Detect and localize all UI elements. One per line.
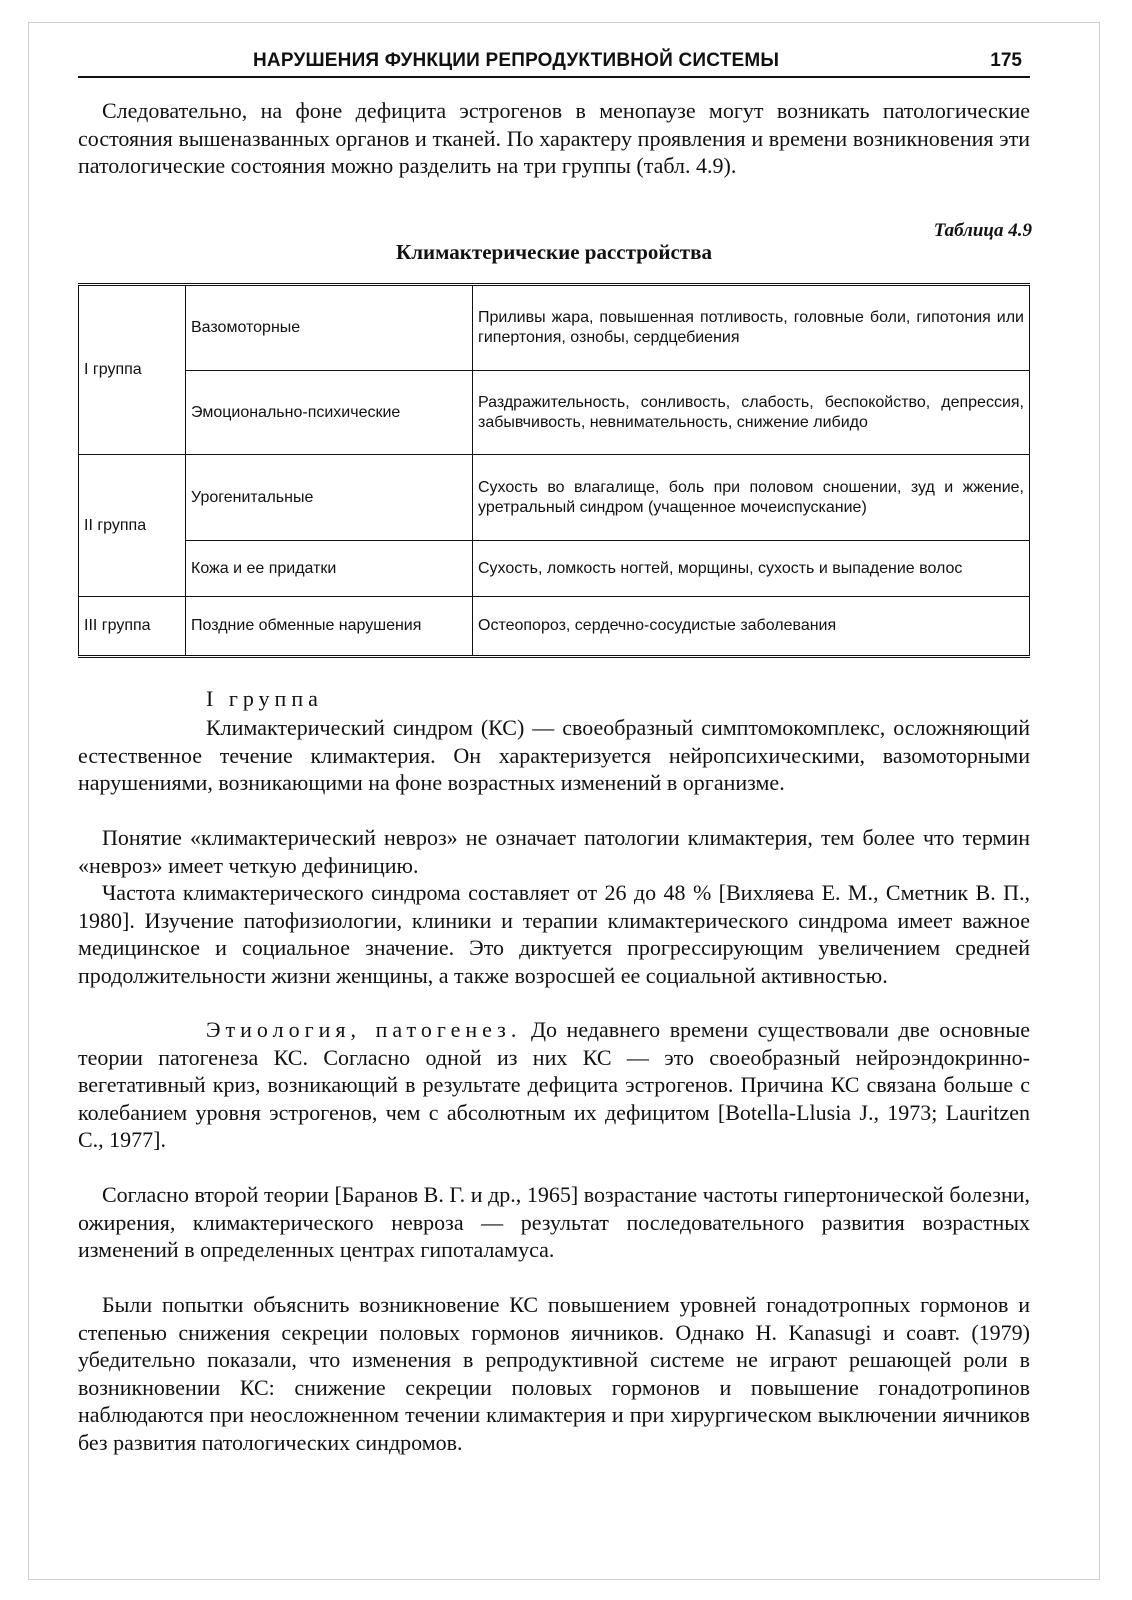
table-row	[79, 371, 1030, 455]
paragraph-gonadotropins: Были попытки объяснить возникновение КС повышением уровней гонадотропных гормонов и степенью снижения секреции половых гормонов яичников. Однако H. Kanasugi и соавт. (1979) убедительно показали, что изменения в репродуктивной системе не играют решающей роли в возникновении КС: снижение секреции половых гормонов и повышение гонадотропинов наблюдаются при неосложненном течении климактерия и при хирургическом выключении яичников без развития патологических синдромов.	[78, 1292, 1030, 1455]
category-cell: Вазомоторные	[186, 285, 473, 371]
running-head	[78, 48, 1030, 78]
paragraph-etiology	[78, 1016, 1030, 1154]
category-cell: Поздние обменные нарушения	[186, 597, 473, 657]
table-number: Таблица 4.9	[933, 220, 1032, 241]
symptoms-cell: Раздражительность, сонливость, слабость, беспокойство, депрессия, забывчивость, невнимательность, снижение либидо	[473, 371, 1030, 455]
symptoms-cell: Приливы жара, повышенная потливость, головные боли, гипотония или гипертония, ознобы, сердцебиения	[473, 285, 1030, 371]
table-title: Климактерические расстройства	[396, 240, 712, 264]
climacteric-disorders-table	[78, 283, 1030, 658]
group-cell: II группа	[79, 455, 186, 597]
section-heading: I группа	[206, 686, 323, 711]
group-cell: III группа	[79, 597, 186, 657]
paragraph-second-theory: Согласно второй теории [Баранов В. Г. и др., 1965] возрастание частоты гипертонической болезни, ожирения, климактерического невроза — результат последовательного развития возрастных изменений в определенных центрах гипоталамуса.	[78, 1182, 1030, 1262]
etiology-body: До недавнего времени существовали две основные теории патогенеза КС. Согласно одной из них КС — это своеобразный нейроэндокринно-вегетативный криз, возникающий в результате дефицита эстрогенов. Причина КС связана больше с колебанием уровня эстрогенов, чем с абсолютным их дефицитом [Botella-Llusia J., 1973; Lauritzen C., 1977].	[78, 1017, 1030, 1152]
group-cell: I группа	[79, 285, 186, 455]
page-number: 175	[990, 50, 1022, 71]
table-row	[79, 455, 1030, 541]
paragraph-frequency: Частота климактерического синдрома составляет от 26 до 48 % [Вихляева Е. М., Сметник В. П., 1980]. Изучение патофизиологии, клиники и терапии климактерического синдрома имеет важное медицинское и социальное значение. Это диктуется прогрессирующим увеличением средней продолжительности жизни женщины, а также возросшей ее социальной активностью.	[78, 880, 1030, 988]
paragraph-neurosis: Понятие «климактерический невроз» не означает патологии климактерия, тем более что термин «невроз» имеет четкую дефиницию.	[78, 825, 1030, 878]
table-row	[79, 285, 1030, 371]
running-head-title: НАРУШЕНИЯ ФУНКЦИИ РЕПРОДУКТИВНОЙ СИСТЕМЫ	[253, 50, 780, 71]
intro-paragraph: Следовательно, на фоне дефицита эстрогенов в менопаузе могут возникать патологические состояния вышеназванных органов и тканей. По характеру проявления и времени возникновения эти патологические состояния можно разделить на три группы (табл. 4.9).	[78, 98, 1030, 178]
category-cell: Кожа и ее придатки	[186, 541, 473, 597]
symptoms-cell: Остеопороз, сердечно-сосудистые заболевания	[473, 597, 1030, 657]
paragraph-ks-definition: Климактерический синдром (КС) — своеобразный симптомокомплекс, осложняющий естественное течение климактерия. Он характеризуется нейропсихическими, вазомоторными нарушениями, возникающими на фоне возрастных изменений в организме.	[78, 715, 1030, 795]
category-cell: Эмоционально-психические	[186, 371, 473, 455]
category-cell: Урогенитальные	[186, 455, 473, 541]
etiology-lead: Этиология, патогенез.	[206, 1017, 522, 1042]
table-row	[79, 541, 1030, 597]
symptoms-cell: Сухость во влагалище, боль при половом сношении, зуд и жжение, уретральный синдром (учащенное мочеиспускание)	[473, 455, 1030, 541]
table-row	[79, 597, 1030, 657]
symptoms-cell: Сухость, ломкость ногтей, морщины, сухость и выпадение волос	[473, 541, 1030, 597]
